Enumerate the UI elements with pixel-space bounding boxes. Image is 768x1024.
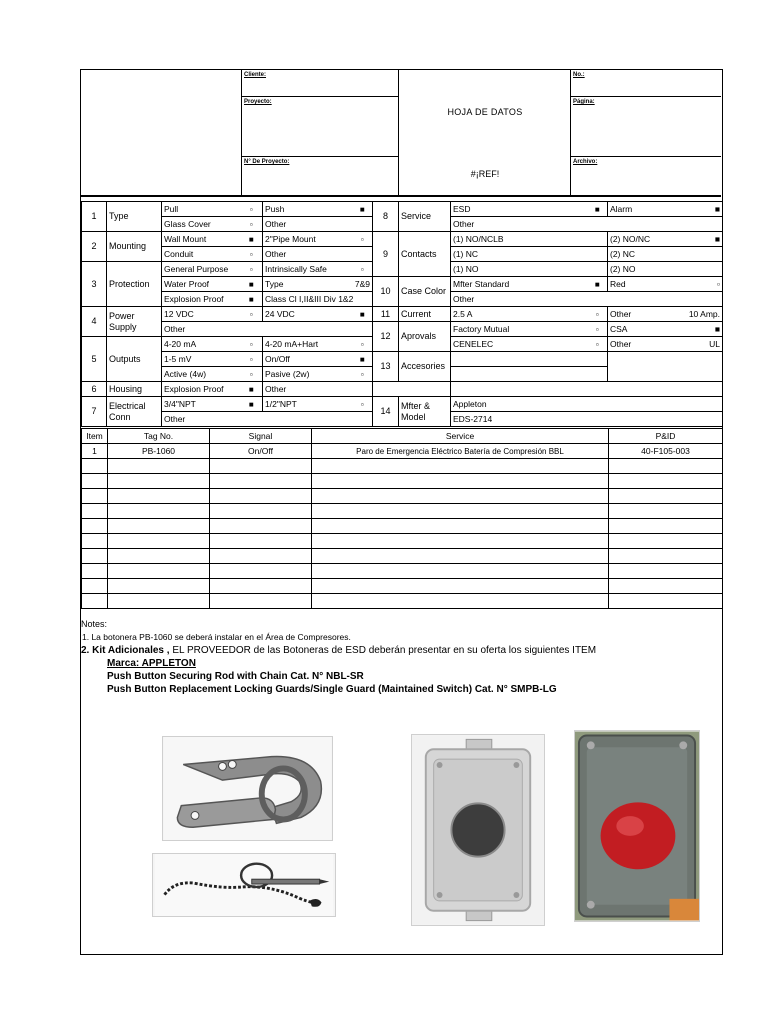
option-type-value: 7&9 — [354, 278, 370, 289]
option-other: Other — [451, 217, 723, 232]
spec-num: 6 — [82, 382, 107, 397]
checkbox-red[interactable]: ▫ — [716, 278, 720, 289]
option-esd: ESD — [451, 202, 588, 217]
option-csa-label: CSA — [610, 323, 628, 334]
push-button-station-image — [411, 734, 545, 926]
accesories-field[interactable] — [451, 367, 608, 382]
securing-rod-clip-image — [162, 736, 333, 841]
no-label: No.: — [573, 72, 585, 78]
col-pid: P&ID — [609, 429, 723, 444]
option-1-nc: (1) NC — [451, 247, 608, 262]
option-wall-mount: Wall Mount — [162, 232, 241, 247]
checkbox-2-5a[interactable]: ▫ — [588, 307, 608, 322]
option-type-label: Type — [265, 278, 284, 289]
checkbox-24vdc[interactable]: ■ — [353, 307, 373, 322]
nproyecto-label: N° De Proyecto: — [244, 159, 290, 165]
option-pipe-mount: 2"Pipe Mount — [263, 232, 353, 247]
checkbox-2-nonc[interactable]: ■ — [714, 233, 720, 244]
instrument-table — [81, 428, 723, 609]
option-other: Other — [263, 217, 373, 232]
proyecto-label: Proyecto: — [244, 99, 272, 105]
option-1-5mv: 1-5 mV — [162, 352, 241, 367]
option-alarm-label: Alarm — [610, 203, 633, 214]
table-row — [82, 594, 723, 609]
option-1-2-npt: 1/2"NPT — [263, 397, 353, 412]
spec-category: Type — [107, 202, 162, 232]
option-other-current — [608, 307, 723, 322]
note-2 — [81, 644, 721, 657]
option-explosion-proof: Explosion Proof — [162, 292, 241, 307]
option-glass-cover: Glass Cover — [162, 217, 241, 232]
checkbox-factory-mutual[interactable]: ▫ — [588, 322, 608, 337]
spec-category: Power Supply — [107, 307, 162, 337]
spec-category: Housing — [107, 382, 162, 397]
option-4-20ma: 4-20 mA — [162, 337, 241, 352]
option-other-approval-value: UL — [709, 338, 720, 349]
option-cenelec: CENELEC — [451, 337, 588, 352]
cell-pid: 40-F105-003 — [609, 444, 723, 459]
spec-category: Mfter & Model — [399, 397, 451, 427]
spec-row — [82, 322, 723, 337]
spec-category: Mounting — [107, 232, 162, 262]
option-4-20ma-hart: 4-20 mA+Hart — [263, 337, 353, 352]
table-row — [82, 534, 723, 549]
checkbox-pasive-2w[interactable]: ▫ — [353, 367, 373, 382]
spec-num: 2 — [82, 232, 107, 262]
option-on-off: On/Off — [263, 352, 353, 367]
checkbox-esd[interactable]: ■ — [588, 202, 608, 217]
checkbox-csa[interactable]: ■ — [714, 323, 720, 334]
checkbox-on-off[interactable]: ■ — [353, 352, 373, 367]
datasheet-header — [81, 70, 721, 197]
checkbox-active-4w[interactable]: ▫ — [241, 367, 263, 382]
table-row — [82, 564, 723, 579]
checkbox-cenelec[interactable]: ▫ — [588, 337, 608, 352]
spec-num: 11 — [373, 307, 399, 322]
pagina-cell — [571, 97, 721, 157]
option-push: Push — [263, 202, 353, 217]
option-alarm — [608, 202, 723, 217]
spec-category: Outputs — [107, 337, 162, 382]
spec-row — [82, 277, 723, 292]
spec-num: 10 — [373, 277, 399, 307]
option-24vdc: 24 VDC — [263, 307, 353, 322]
checkbox-12vdc[interactable]: ▫ — [241, 307, 263, 322]
spec-num: 12 — [373, 322, 399, 352]
col-tag: Tag No. — [108, 429, 210, 444]
model-value: EDS-2714 — [451, 412, 723, 427]
checkbox-push[interactable]: ■ — [353, 202, 373, 217]
red-push-button-image — [574, 730, 700, 922]
kit-item-2: Push Button Replacement Locking Guards/Single Guard (Maintained Switch) Cat. N° SMPB-LG — [107, 684, 557, 695]
option-red-label: Red — [610, 278, 626, 289]
spec-table — [81, 201, 723, 427]
option-other-approval — [608, 337, 723, 352]
checkbox-1-5mv[interactable]: ▫ — [241, 352, 263, 367]
spec-num: 14 — [373, 397, 399, 427]
option-2-nonc — [608, 232, 723, 247]
logo-area — [81, 70, 242, 197]
spec-row — [82, 352, 723, 367]
checkbox-3-4-npt[interactable]: ■ — [241, 397, 263, 412]
option-other: Other — [162, 412, 373, 427]
sheet-title: HOJA DE DATOS — [447, 107, 523, 117]
pull-pin-chain-image — [152, 853, 336, 917]
option-other-current-value: 10 Amp. — [688, 308, 720, 319]
option-3-4-npt: 3/4"NPT — [162, 397, 241, 412]
option-other: Other — [263, 382, 373, 397]
option-pull: Pull — [162, 202, 241, 217]
checkbox-conduit[interactable]: ▫ — [241, 247, 263, 262]
proyecto-cell — [242, 97, 399, 157]
checkbox-alarm[interactable]: ■ — [714, 203, 720, 214]
manufacturer-value: Appleton — [451, 397, 723, 412]
checkbox-4-20ma-hart[interactable]: ▫ — [353, 337, 373, 352]
option-1-nonclb: (1) NO/NCLB — [451, 232, 608, 247]
option-1-no: (1) NO — [451, 262, 608, 277]
note-2-text: EL PROVEEDOR de las Botoneras de ESD deberán presentar en su oferta los siguientes ITEM — [169, 645, 597, 656]
spec-row — [82, 202, 723, 217]
spec-num: 1 — [82, 202, 107, 232]
spec-num: 3 — [82, 262, 107, 307]
checkbox-glass-cover[interactable]: ▫ — [241, 217, 263, 232]
table-row — [82, 549, 723, 564]
table-row — [82, 489, 723, 504]
spec-num: 13 — [373, 352, 399, 382]
spec-category: Service — [399, 202, 451, 232]
cliente-cell — [242, 70, 399, 97]
cliente-label: Cliente: — [244, 72, 267, 78]
spec-category: Aprovals — [399, 322, 451, 352]
no-cell — [571, 70, 721, 97]
checkbox-1-2-npt[interactable]: ▫ — [353, 397, 373, 412]
option-2-nonc-label: (2) NO/NC — [610, 233, 651, 244]
spec-category: Protection — [107, 262, 162, 307]
notes-section — [81, 618, 721, 696]
spec-row — [82, 382, 723, 397]
cell-item: 1 — [82, 444, 108, 459]
accesories-field[interactable] — [451, 352, 608, 367]
option-other: Other — [162, 322, 373, 337]
spec-category: Case Color — [399, 277, 451, 307]
option-other-approval-label: Other — [610, 338, 632, 349]
option-other: Other — [451, 292, 723, 307]
checkbox-intrinsically-safe[interactable]: ▫ — [353, 262, 373, 277]
option-factory-mutual: Factory Mutual — [451, 322, 588, 337]
option-intrinsically-safe: Intrinsically Safe — [263, 262, 353, 277]
accesories-extra — [608, 352, 723, 382]
table-row — [82, 444, 723, 459]
spec-category: Current — [399, 307, 451, 322]
checkbox-explosion-proof[interactable]: ■ — [241, 292, 263, 307]
spec-num: 5 — [82, 337, 107, 382]
checkbox-pipe-mount[interactable]: ▫ — [353, 232, 373, 247]
spec-row — [82, 232, 723, 247]
spec-num: 9 — [373, 232, 399, 277]
brand-line: Marca: APPLETON — [107, 658, 196, 669]
option-pasive-2w: Pasive (2w) — [263, 367, 353, 382]
col-signal: Signal — [210, 429, 312, 444]
spec-category: Electrical Conn — [107, 397, 162, 427]
table-row — [82, 459, 723, 474]
option-red — [608, 277, 723, 292]
option-2-nc: (2) NC — [608, 247, 723, 262]
spec-num: 4 — [82, 307, 107, 337]
datasheet — [80, 69, 723, 955]
table-row — [82, 579, 723, 594]
option-2-no: (2) NO — [608, 262, 723, 277]
option-other: Other — [263, 247, 373, 262]
option-conduit: Conduit — [162, 247, 241, 262]
spec-num: 8 — [373, 202, 399, 232]
option-housing-explosion-proof: Explosion Proof — [162, 382, 241, 397]
cell-tag: PB-1060 — [108, 444, 210, 459]
blank-cell — [451, 382, 723, 397]
option-12vdc: 12 VDC — [162, 307, 241, 322]
table-row — [82, 474, 723, 489]
checkbox-water-proof[interactable]: ■ — [241, 277, 263, 292]
option-water-proof: Water Proof — [162, 277, 241, 292]
col-service: Service — [312, 429, 609, 444]
archivo-label: Archivo: — [573, 159, 598, 165]
spec-num: 7 — [82, 397, 107, 427]
checkbox-wall-mount[interactable]: ■ — [241, 232, 263, 247]
cell-signal: On/Off — [210, 444, 312, 459]
spec-row — [82, 307, 723, 322]
checkbox-4-20ma[interactable]: ▫ — [241, 337, 263, 352]
archivo-cell — [571, 157, 721, 197]
note-1: 1. La botonera PB-1060 se deberá instalar en el Área de Compresores. — [82, 632, 351, 642]
option-active-4w: Active (4w) — [162, 367, 241, 382]
blank-cell — [373, 382, 451, 397]
instrument-header-row — [82, 429, 723, 444]
option-type — [263, 277, 373, 292]
checkbox-housing-explosion-proof[interactable]: ■ — [241, 382, 263, 397]
option-2-5a: 2.5 A — [451, 307, 588, 322]
table-row — [82, 519, 723, 534]
kit-item-1: Push Button Securing Rod with Chain Cat. N° NBL-SR — [107, 671, 364, 682]
option-general-purpose: General Purpose — [162, 262, 241, 277]
option-class: Class Cl I,II&III Div 1&2 — [263, 292, 373, 307]
option-mfter-standard: Mfter Standard — [451, 277, 588, 292]
table-row — [82, 504, 723, 519]
note-2-heading: 2. Kit Adicionales , — [81, 645, 170, 656]
option-other-current-label: Other — [610, 308, 632, 319]
checkbox-pull[interactable]: ▫ — [241, 202, 263, 217]
sheet-ref: #¡REF! — [470, 169, 500, 179]
spec-category: Contacts — [399, 232, 451, 277]
notes-label: Notes: — [81, 619, 108, 629]
spec-category: Accesories — [399, 352, 451, 382]
checkbox-mfter-standard[interactable]: ■ — [588, 277, 608, 292]
checkbox-general-purpose[interactable]: ▫ — [241, 262, 263, 277]
pagina-label: Página: — [573, 99, 595, 105]
cell-service: Paro de Emergencia Eléctrico Batería de Compresión BBL — [312, 444, 609, 459]
nproyecto-cell — [242, 157, 399, 197]
option-csa — [608, 322, 723, 337]
col-item: Item — [82, 429, 108, 444]
spec-row — [82, 397, 723, 412]
